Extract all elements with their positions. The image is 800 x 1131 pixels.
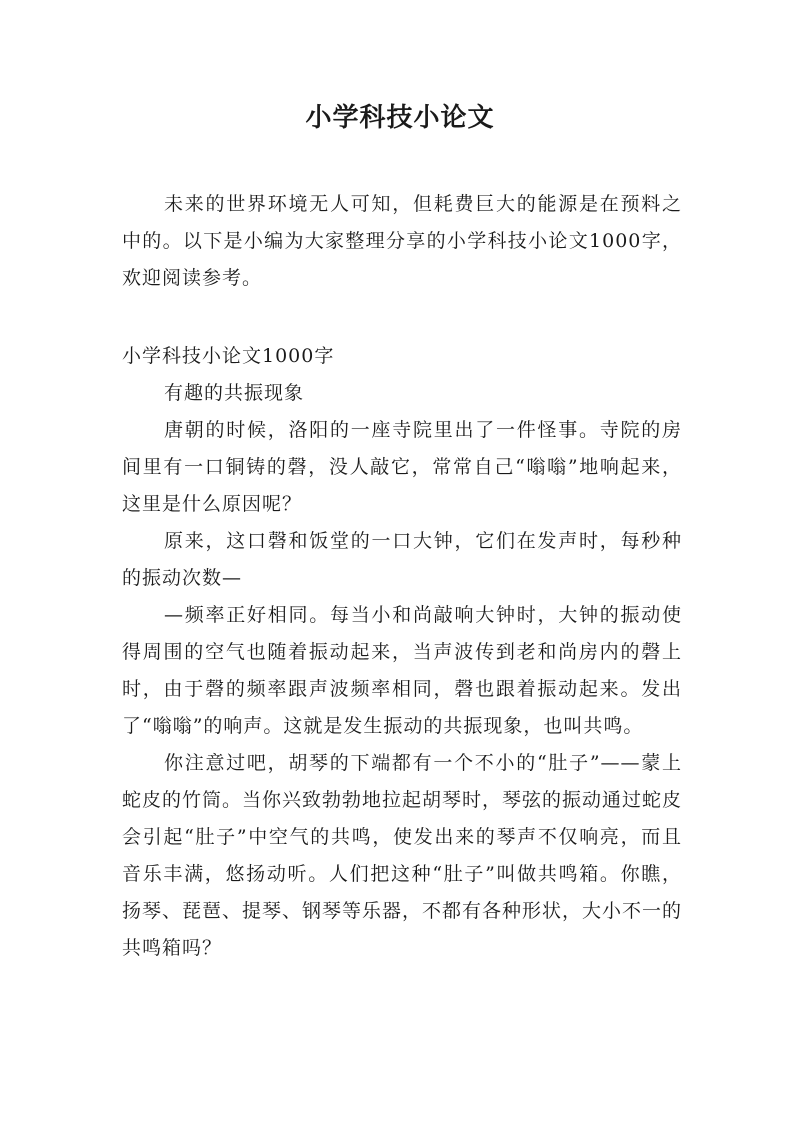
paragraph-4: 你注意过吧，胡琴的下端都有一个不小的“肚子”——蒙上蛇皮的竹筒。当你兴致勃勃地拉起胡琴时，琴弦的振动通过蛇皮会引起“肚子”中空气的共鸣，使发出来的琴声不仅响亮，而且音乐丰满，悠扬动听。人们把这种“肚子”叫做共鸣箱。你瞧，扬琴、琵琶、提琴、钢琴等乐器，不都有各种形状，大小不一的共鸣箱吗？ <box>122 752 683 959</box>
document-title: 小学科技小论文 <box>305 103 495 133</box>
intro-paragraph: 未来的世界环境无人可知，但耗费巨大的能源是在预料之中的。以下是小编为大家整理分享的小学科技小论文1000字，欢迎阅读参考。 <box>122 193 682 289</box>
paragraph-3: —频率正好相同。每当小和尚敲响大钟时，大钟的振动使得周围的空气也随着振动起来，当声波传到老和尚房内的磬上时，由于磬的频率跟声波频率相同，磬也跟着振动起来。发出了“嗡嗡”的响声。这就是发生振动的共振现象，也叫共鸣。 <box>122 604 682 737</box>
paragraph-2: 原来，这口磬和饭堂的一口大钟，它们在发声时，每秒种的振动次数— <box>122 530 682 589</box>
intro-block <box>122 186 682 297</box>
paragraph-1: 唐朝的时候，洛阳的一座寺院里出了一件怪事。寺院的房间里有一口铜铸的磬，没人敲它，常常自己“嗡嗡”地响起来，这里是什么原因呢？ <box>122 419 682 515</box>
section-heading: 小学科技小论文1000字 <box>122 345 335 367</box>
article-body <box>122 338 682 967</box>
article-title: 有趣的共振现象 <box>164 382 305 404</box>
